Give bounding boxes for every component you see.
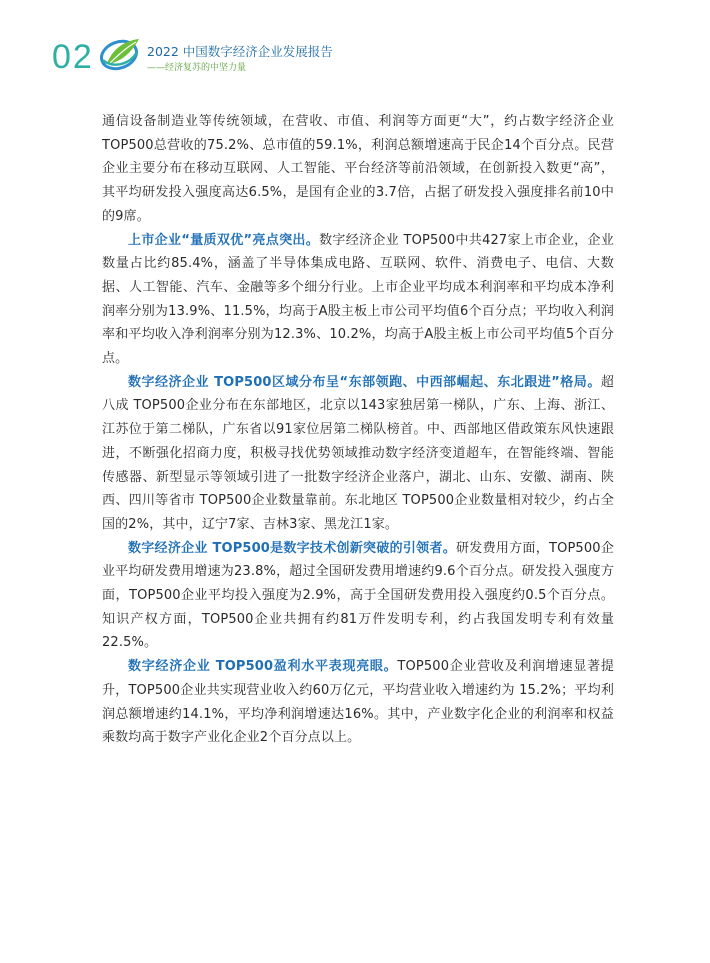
paragraph-text: TOP500企业营收及利润增速显著提升，TOP500企业共实现营业收入约60万亿元，平均营业收入增速约为 15.2%；平均利润总额增速约14.1%，平均净利润增速达16%。其中，产业数字化企业的利润率和权益乘数均高于数字产业化企业2个百分点以上。 <box>102 659 614 746</box>
paragraph-text: 数字经济企业 TOP500中共427家上市企业，企业数量占比约85.4%，涵盖了半导体集成电路、互联网、软件、消费电子、电信、大数据、人工智能、汽车、金融等多个细分行业。上市企业平均成本利润率和平均成本净利润率分别为13.9%、11.5%，均高于A股主板上市公司平均值6个百分点；平均收入利润率和平均收入净利润率分别为12.3%、10.2%，均高于A股主板上市公司平均值5个百分点。 <box>102 232 614 367</box>
report-subtitle: ——经济复苏的中坚力量 <box>147 63 247 73</box>
paragraph-2 <box>102 229 614 371</box>
paragraph-heading: 数字经济企业 TOP500是数字技术创新突破的引领者。 <box>128 540 457 556</box>
paragraph-3 <box>102 371 614 537</box>
leaf-swoosh-logo-icon <box>99 36 143 72</box>
paragraph-heading: 上市企业“量质双优”亮点突出。 <box>128 232 320 248</box>
report-title: 2022 中国数字经济企业发展报告 <box>147 44 333 59</box>
paragraph-5 <box>102 655 614 750</box>
paragraph-heading: 数字经济企业 TOP500盈利水平表现亮眼。 <box>128 659 398 675</box>
paragraph-heading: 数字经济企业 TOP500区域分布呈“东部领跑、中西部崛起、东北跟进”格局。 <box>128 374 601 390</box>
paragraph-text: 研发费用方面，TOP500企业平均研发费用增速为23.8%，超过全国研发费用增速约9.6个百分点。研发投入强度方面，TOP500企业平均投入强度为2.9%，高于全国研发费用投入强度约0.5个百分点。知识产权方面，TOP500企业共拥有约81万件发明专利，约占我国发明专利有效量22.5%。 <box>102 540 614 651</box>
body-text <box>102 110 614 750</box>
paragraph-text: 超八成 TOP500企业分布在东部地区，北京以143家独居第一梯队，广东、上海、浙江、江苏位于第二梯队，广东省以91家位居第二梯队榜首。中、西部地区借政策东风快速跟进，不断强化招商力度，积极寻找优势领域推动数字经济变道超车，在智能终端、智能传感器、新型显示等领域引进了一批数字经济企业落户，湖北、山东、安徽、湖南、陕西、四川等省市 TOP500企业数量靠前。东北地区 TOP500企业数量相对较少，约占全国的2%，其中，辽宁7家、吉林3家、黑龙江1家。 <box>102 374 614 532</box>
paragraph-4 <box>102 537 614 656</box>
page-number: 02 <box>52 38 94 76</box>
paragraph-1 <box>102 110 614 229</box>
paragraph-text: 通信设备制造业等传统领域，在营收、市值、利润等方面更“大”，约占数字经济企业 TOP500总营收的75.2%、总市值的59.1%，利润总额增速高于民企14个百分点。民营企业主要分布在移动互联网、人工智能、平台经济等前沿领域，在创新投入数更“高”，其平均研发投入强度高达6.5%，是国有企业的3.7倍，占据了研发投入强度排名前10中的9席。 <box>102 114 614 224</box>
